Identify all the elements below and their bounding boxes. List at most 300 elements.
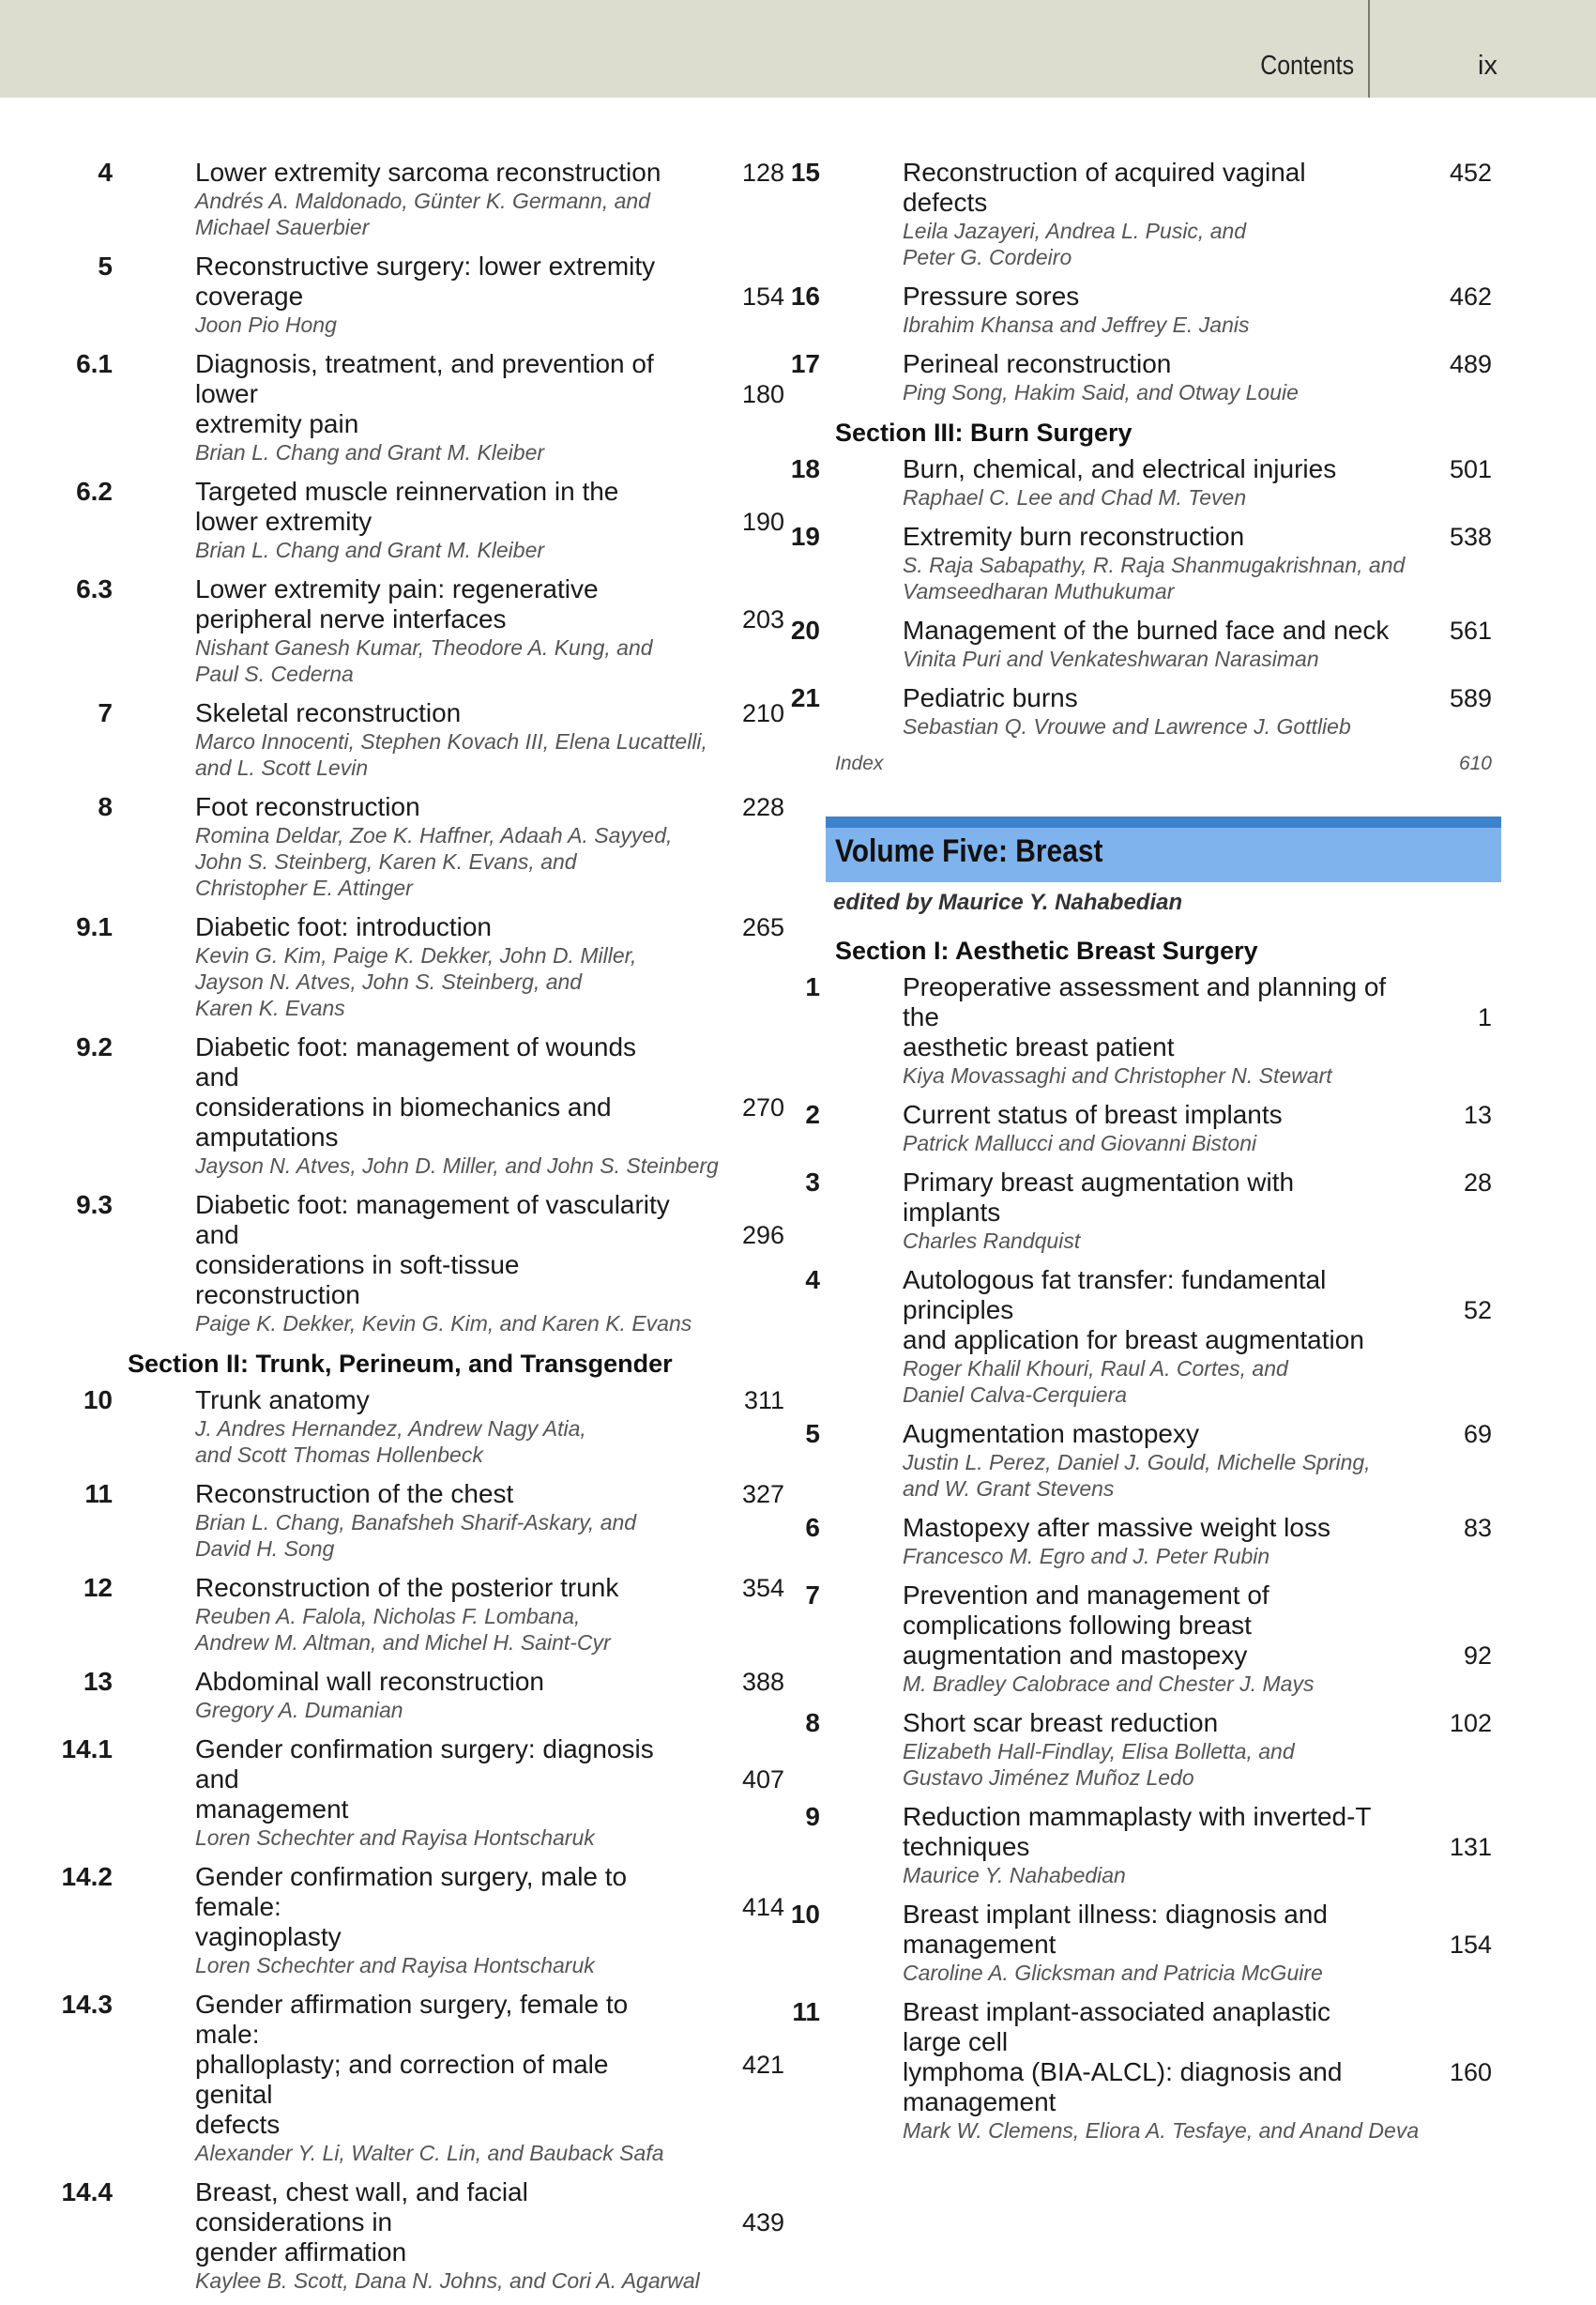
index-entry[interactable] bbox=[835, 751, 1492, 777]
chapter-number: 11 bbox=[792, 1997, 820, 2026]
toc-entry[interactable] bbox=[790, 282, 1492, 338]
chapter-title-line: management bbox=[903, 2087, 1056, 2116]
chapter-authors bbox=[195, 822, 784, 901]
chapter-title-line: Breast implant illness: diagnosis and bbox=[903, 1900, 1328, 1929]
chapter-authors bbox=[195, 537, 784, 563]
chapter-title bbox=[98, 252, 784, 312]
chapter-number: 9.3 bbox=[76, 1190, 113, 1219]
author-line: Brian L. Chang, Banafsheh Sharif-Askary, and bbox=[195, 1510, 637, 1534]
page-number: 210 bbox=[741, 699, 784, 727]
page-number: 462 bbox=[1449, 282, 1492, 311]
chapter-title bbox=[805, 1419, 1492, 1449]
chapter-number: 5 bbox=[98, 252, 113, 281]
author-line: Sebastian Q. Vrouwe and Lawrence J. Gottlieb bbox=[903, 714, 1351, 739]
author-line: Raphael C. Lee and Chad M. Teven bbox=[903, 485, 1247, 510]
page-number: 501 bbox=[1449, 455, 1492, 483]
chapter-title bbox=[83, 1573, 784, 1603]
chapter-title bbox=[805, 1708, 1492, 1738]
running-head-title: Contents bbox=[1260, 51, 1354, 81]
chapter-title bbox=[76, 349, 784, 439]
chapter-number: 9.2 bbox=[76, 1032, 113, 1061]
chapter-title bbox=[805, 1580, 1492, 1671]
chapter-authors bbox=[903, 1228, 1492, 1254]
running-head-page-number: ix bbox=[1478, 51, 1497, 81]
chapter-title-line: Reduction mammaplasty with inverted-T bbox=[903, 1802, 1372, 1831]
index-label: Index bbox=[835, 753, 884, 774]
chapter-title bbox=[790, 616, 1492, 646]
chapter-title bbox=[805, 1802, 1492, 1862]
page-number: 160 bbox=[1449, 2058, 1492, 2086]
chapter-number: 14.4 bbox=[61, 2177, 113, 2206]
toc-entry[interactable] bbox=[61, 1990, 784, 2166]
toc-entry[interactable] bbox=[790, 683, 1492, 740]
chapter-title bbox=[76, 477, 784, 537]
author-line: Romina Deldar, Zoe K. Haffner, Adaah A. Sayyed, bbox=[195, 823, 673, 847]
chapter-title bbox=[98, 698, 784, 728]
page-number: 102 bbox=[1449, 1709, 1492, 1737]
page-number: 439 bbox=[741, 2208, 784, 2236]
section-heading: Section III: Burn Surgery bbox=[835, 419, 1132, 447]
chapter-authors bbox=[195, 1824, 784, 1851]
author-line: Reuben A. Falola, Nicholas F. Lombana, bbox=[195, 1604, 581, 1628]
toc-entry[interactable] bbox=[805, 1265, 1492, 1408]
chapter-number: 3 bbox=[805, 1168, 820, 1197]
author-line: and L. Scott Levin bbox=[195, 756, 369, 780]
chapter-title-line: Management of the burned face and neck bbox=[903, 616, 1390, 645]
chapter-title bbox=[790, 158, 1492, 218]
author-line: Elizabeth Hall-Findlay, Elisa Bolletta, and bbox=[903, 1739, 1295, 1763]
chapter-title-line: lymphoma (BIA-ALCL): diagnosis and bbox=[903, 2057, 1343, 2086]
chapter-title bbox=[805, 1168, 1492, 1228]
chapter-title-line: complications following breast bbox=[903, 1610, 1252, 1640]
author-line: Leila Jazayeri, Andrea L. Pusic, and bbox=[903, 219, 1247, 243]
chapter-title-line: Prevention and management of bbox=[903, 1580, 1269, 1610]
chapter-title bbox=[61, 2177, 784, 2267]
author-line: Kaylee B. Scott, Dana N. Johns, and Cori A. Agarwal bbox=[195, 2268, 700, 2293]
author-line: Michael Sauerbier bbox=[195, 215, 370, 239]
volume-banner bbox=[826, 817, 1501, 882]
chapter-title bbox=[98, 792, 784, 822]
author-line: Kiya Movassaghi and Christopher N. Stewart bbox=[903, 1063, 1332, 1088]
chapter-number: 15 bbox=[790, 158, 820, 187]
section-heading: Section I: Aesthetic Breast Surgery bbox=[835, 937, 1258, 965]
chapter-authors bbox=[195, 1415, 784, 1468]
chapter-title-line: management bbox=[195, 1794, 349, 1824]
chapter-number: 4 bbox=[805, 1265, 820, 1294]
section-heading: Section II: Trunk, Perineum, and Transgender bbox=[128, 1350, 673, 1378]
chapter-number: 2 bbox=[805, 1100, 820, 1129]
toc-entry[interactable] bbox=[83, 1667, 784, 1723]
chapter-title bbox=[805, 1265, 1492, 1355]
chapter-title-line: Trunk anatomy bbox=[195, 1385, 370, 1414]
chapter-title-line: Diagnosis, treatment, and prevention of lower bbox=[195, 349, 654, 408]
author-line: Francesco M. Egro and J. Peter Rubin bbox=[903, 1544, 1270, 1568]
page-number: 128 bbox=[741, 159, 784, 187]
chapter-number: 7 bbox=[805, 1580, 820, 1610]
page-number: 407 bbox=[741, 1765, 784, 1794]
volume-title: Volume Five: Breast bbox=[835, 833, 1103, 869]
page-number: 52 bbox=[1463, 1296, 1492, 1324]
chapter-number: 1 bbox=[805, 972, 820, 1001]
chapter-title-line: Lower extremity sarcoma reconstruction bbox=[195, 158, 661, 187]
chapter-title-line: Breast, chest wall, and facial considerations in bbox=[195, 2177, 528, 2236]
toc-entry[interactable] bbox=[76, 574, 784, 687]
author-line: Andrew M. Altman, and Michel H. Saint-Cyr bbox=[195, 1630, 611, 1655]
chapter-title-line: Diabetic foot: management of wounds and bbox=[195, 1032, 637, 1091]
chapter-title bbox=[76, 1190, 784, 1310]
chapter-number: 6 bbox=[805, 1513, 820, 1542]
toc-entry[interactable] bbox=[805, 1419, 1492, 1502]
chapter-number: 5 bbox=[805, 1419, 820, 1448]
chapter-title bbox=[83, 1667, 784, 1697]
chapter-authors bbox=[195, 1697, 784, 1723]
chapter-number: 11 bbox=[84, 1479, 113, 1508]
page-number: 452 bbox=[1449, 159, 1492, 187]
left-column bbox=[61, 158, 784, 2305]
chapter-number: 18 bbox=[790, 454, 820, 483]
chapter-title-line: techniques bbox=[903, 1832, 1030, 1861]
chapter-title bbox=[83, 1385, 784, 1415]
chapter-authors bbox=[195, 728, 784, 781]
chapter-authors bbox=[903, 1862, 1492, 1888]
chapter-authors bbox=[195, 439, 784, 466]
chapter-authors bbox=[195, 942, 784, 1021]
chapter-title-line: peripheral nerve interfaces bbox=[195, 604, 507, 633]
chapter-title-line: aesthetic breast patient bbox=[903, 1032, 1175, 1061]
toc-entry[interactable] bbox=[76, 1032, 784, 1179]
chapter-title-line: Primary breast augmentation with implants bbox=[903, 1168, 1295, 1227]
author-line: Brian L. Chang and Grant M. Kleiber bbox=[195, 538, 545, 562]
chapter-title-line: Reconstructive surgery: lower extremity bbox=[195, 252, 656, 281]
author-line: Patrick Mallucci and Giovanni Bistoni bbox=[903, 1131, 1257, 1155]
chapter-title bbox=[790, 683, 1492, 713]
page-number: 83 bbox=[1463, 1514, 1492, 1542]
chapter-title-line: Preoperative assessment and planning of the bbox=[903, 972, 1387, 1031]
toc-entry[interactable] bbox=[805, 1708, 1492, 1791]
author-line: Loren Schechter and Rayisa Hontscharuk bbox=[195, 1953, 595, 1977]
chapter-title-line: Foot reconstruction bbox=[195, 792, 420, 821]
page-header bbox=[0, 0, 1596, 98]
author-line: Christopher E. Attinger bbox=[195, 876, 413, 900]
author-line: Joon Pio Hong bbox=[195, 313, 337, 337]
chapter-title-line: Pressure sores bbox=[903, 282, 1080, 311]
author-line: Vamseedharan Muthukumar bbox=[903, 579, 1175, 603]
chapter-number: 6.2 bbox=[76, 477, 113, 506]
page-number: 131 bbox=[1449, 1833, 1492, 1861]
chapter-title-line: Skeletal reconstruction bbox=[195, 698, 462, 727]
chapter-number: 8 bbox=[805, 1708, 820, 1737]
chapter-authors bbox=[903, 312, 1492, 338]
page-number: 327 bbox=[741, 1480, 784, 1508]
chapter-number: 14.1 bbox=[61, 1734, 113, 1763]
author-line: J. Andres Hernandez, Andrew Nagy Atia, bbox=[195, 1416, 586, 1441]
toc-entry[interactable] bbox=[61, 2177, 784, 2294]
chapter-number: 4 bbox=[98, 158, 113, 187]
toc-entry[interactable] bbox=[790, 454, 1492, 511]
author-line: Gustavo Jiménez Muñoz Ledo bbox=[903, 1765, 1194, 1790]
author-line: M. Bradley Calobrace and Chester J. Mays bbox=[903, 1672, 1315, 1696]
author-line: Justin L. Perez, Daniel J. Gould, Michelle Spring, bbox=[903, 1450, 1371, 1474]
chapter-title-line: considerations in biomechanics and bbox=[195, 1092, 612, 1122]
toc-entry[interactable] bbox=[61, 1734, 784, 1851]
author-line: Ibrahim Khansa and Jeffrey E. Janis bbox=[903, 313, 1250, 337]
chapter-title bbox=[790, 282, 1492, 312]
page-number: 190 bbox=[741, 508, 784, 536]
author-line: Maurice Y. Nahabedian bbox=[903, 1863, 1126, 1887]
chapter-title-line: gender affirmation bbox=[195, 2237, 407, 2267]
chapter-number: 8 bbox=[98, 792, 113, 821]
chapter-authors bbox=[195, 1952, 784, 1978]
chapter-title-line: phalloplasty; and correction of male genital bbox=[195, 2050, 609, 2109]
chapter-title-line: defects bbox=[195, 2110, 281, 2139]
chapter-number: 12 bbox=[83, 1573, 113, 1602]
chapter-title-line: Targeted muscle reinnervation in the bbox=[195, 477, 619, 506]
right-column-top bbox=[790, 158, 1492, 740]
toc-entry[interactable] bbox=[805, 1100, 1492, 1156]
toc-entry[interactable] bbox=[98, 158, 784, 240]
author-line: and W. Grant Stevens bbox=[903, 1476, 1115, 1501]
author-line: Karen K. Evans bbox=[195, 996, 345, 1020]
author-line: Ping Song, Hakim Said, and Otway Louie bbox=[903, 380, 1299, 405]
author-line: Alexander Y. Li, Walter C. Lin, and Bauback Safa bbox=[195, 2141, 664, 2165]
author-line: Brian L. Chang and Grant M. Kleiber bbox=[195, 440, 545, 465]
toc-entry[interactable] bbox=[790, 1900, 1492, 1986]
chapter-authors bbox=[903, 552, 1492, 604]
chapter-authors bbox=[903, 1738, 1492, 1791]
author-line: Gregory A. Dumanian bbox=[195, 1698, 403, 1722]
chapter-authors bbox=[195, 2267, 784, 2294]
chapter-title-line: Reconstruction of acquired vaginal defects bbox=[903, 158, 1306, 217]
chapter-title-line: Gender affirmation surgery, female to male: bbox=[195, 1990, 629, 2049]
chapter-authors bbox=[903, 1543, 1492, 1569]
chapter-number: 14.2 bbox=[61, 1862, 113, 1891]
page-number: 421 bbox=[741, 2051, 784, 2079]
chapter-title-line: and application for breast augmentation bbox=[903, 1325, 1364, 1354]
author-line: Loren Schechter and Rayisa Hontscharuk bbox=[195, 1825, 595, 1850]
toc-entry[interactable] bbox=[805, 1802, 1492, 1888]
chapter-number: 6.3 bbox=[76, 574, 113, 603]
author-line: Jayson N. Atves, John D. Miller, and John S. Steinberg bbox=[195, 1153, 719, 1178]
page-number: 489 bbox=[1449, 350, 1492, 378]
toc-entry[interactable] bbox=[98, 792, 784, 901]
chapter-title bbox=[61, 1990, 784, 2140]
page-number: 154 bbox=[741, 282, 784, 311]
chapter-title-line: Gender confirmation surgery: diagnosis and bbox=[195, 1734, 654, 1794]
page-number: 561 bbox=[1449, 617, 1492, 645]
page-number: 180 bbox=[741, 380, 784, 408]
chapter-title-line: Current status of breast implants bbox=[903, 1100, 1283, 1129]
chapter-title bbox=[76, 912, 784, 942]
chapter-authors bbox=[903, 484, 1492, 511]
chapter-authors bbox=[903, 1355, 1492, 1408]
chapter-authors bbox=[195, 1603, 784, 1656]
page-number: 311 bbox=[743, 1386, 784, 1414]
page-number: 538 bbox=[1449, 523, 1492, 551]
volume-editor: edited by Maurice Y. Nahabedian bbox=[833, 890, 1183, 915]
chapter-number: 10 bbox=[790, 1900, 820, 1929]
chapter-title bbox=[805, 972, 1492, 1062]
chapter-number: 9 bbox=[805, 1802, 820, 1831]
chapter-title-line: vaginoplasty bbox=[195, 1922, 342, 1951]
page-number: 69 bbox=[1463, 1420, 1492, 1448]
toc-entry[interactable] bbox=[790, 349, 1492, 405]
chapter-title bbox=[790, 522, 1492, 552]
author-line: Nishant Ganesh Kumar, Theodore A. Kung, and bbox=[195, 635, 653, 660]
chapter-title-line: Lower extremity pain: regenerative bbox=[195, 574, 599, 603]
chapter-title bbox=[98, 158, 784, 188]
chapter-authors bbox=[903, 1449, 1492, 1502]
chapter-authors bbox=[903, 218, 1492, 270]
chapter-title bbox=[76, 574, 784, 634]
chapter-authors bbox=[903, 646, 1492, 672]
chapter-title-line: Augmentation mastopexy bbox=[903, 1419, 1199, 1448]
author-line: Daniel Calva-Cerquiera bbox=[903, 1382, 1128, 1407]
page-number: 270 bbox=[741, 1093, 784, 1122]
author-line: Mark W. Clemens, Eliora A. Tesfaye, and Anand Deva bbox=[903, 2118, 1420, 2143]
page-number: 228 bbox=[741, 793, 784, 821]
toc-entry[interactable] bbox=[790, 616, 1492, 672]
chapter-title-line: Mastopexy after massive weight loss bbox=[903, 1513, 1330, 1542]
chapter-number: 9.1 bbox=[76, 912, 113, 941]
author-line: and Scott Thomas Hollenbeck bbox=[195, 1443, 483, 1467]
header-divider bbox=[1368, 0, 1370, 98]
chapter-title-line: amputations bbox=[195, 1122, 339, 1152]
chapter-title-line: Burn, chemical, and electrical injuries bbox=[903, 454, 1337, 483]
chapter-authors bbox=[195, 2140, 784, 2166]
right-column bbox=[790, 158, 1492, 2155]
toc-entry[interactable] bbox=[83, 1385, 784, 1468]
chapter-number: 16 bbox=[790, 282, 820, 311]
chapter-title-line: Abdominal wall reconstruction bbox=[195, 1667, 544, 1696]
chapter-title bbox=[805, 1513, 1492, 1543]
chapter-title-line: lower extremity bbox=[195, 507, 372, 536]
chapter-title-line: Diabetic foot: introduction bbox=[195, 912, 492, 941]
right-column-bottom bbox=[790, 935, 1492, 2144]
toc-entry[interactable] bbox=[98, 698, 784, 781]
chapter-title-line: considerations in soft-tissue reconstruction bbox=[195, 1250, 520, 1309]
chapter-title-line: Short scar breast reduction bbox=[903, 1708, 1219, 1737]
author-line: Charles Randquist bbox=[903, 1229, 1081, 1253]
chapter-authors bbox=[195, 312, 784, 338]
chapter-title-line: extremity pain bbox=[195, 409, 359, 438]
author-line: David H. Song bbox=[195, 1536, 335, 1561]
chapter-title bbox=[84, 1479, 784, 1509]
chapter-number: 6.1 bbox=[76, 349, 113, 378]
page-number: 154 bbox=[1449, 1931, 1492, 1959]
chapter-authors bbox=[903, 379, 1492, 405]
toc-entry[interactable] bbox=[98, 252, 784, 338]
author-line: Andrés A. Maldonado, Günter K. Germann, and bbox=[195, 189, 650, 213]
chapter-title-line: augmentation and mastopexy bbox=[903, 1641, 1248, 1670]
page-number: 296 bbox=[741, 1221, 784, 1249]
page-number: 28 bbox=[1463, 1168, 1492, 1197]
chapter-title-line: Gender confirmation surgery, male to female: bbox=[195, 1862, 628, 1921]
toc-entry[interactable] bbox=[790, 158, 1492, 270]
chapter-authors bbox=[195, 634, 784, 687]
chapter-title bbox=[61, 1862, 784, 1952]
chapter-title-line: Extremity burn reconstruction bbox=[903, 522, 1245, 551]
chapter-title-line: Diabetic foot: management of vascularity and bbox=[195, 1190, 670, 1249]
author-line: Paige K. Dekker, Kevin G. Kim, and Karen K. Evans bbox=[195, 1311, 692, 1336]
author-line: Jayson N. Atves, John S. Steinberg, and bbox=[195, 969, 583, 994]
chapter-title-line: management bbox=[903, 1930, 1056, 1959]
author-line: S. Raja Sabapathy, R. Raja Shanmugakrishnan, and bbox=[903, 553, 1406, 577]
chapter-number: 10 bbox=[83, 1385, 113, 1414]
chapter-title-line: Breast implant-associated anaplastic large cell bbox=[903, 1997, 1331, 2056]
toc-entry[interactable] bbox=[76, 477, 784, 563]
chapter-title bbox=[790, 454, 1492, 484]
chapter-authors bbox=[195, 1310, 784, 1336]
toc-entry[interactable] bbox=[805, 1513, 1492, 1569]
chapter-number: 7 bbox=[98, 698, 113, 727]
toc-entry[interactable] bbox=[61, 1862, 784, 1978]
chapter-number: 13 bbox=[83, 1667, 113, 1696]
page-number: 388 bbox=[741, 1668, 784, 1696]
author-line: Paul S. Cederna bbox=[195, 662, 354, 686]
author-line: Kevin G. Kim, Paige K. Dekker, John D. Miller, bbox=[195, 943, 637, 968]
toc-entry[interactable] bbox=[790, 522, 1492, 604]
chapter-authors bbox=[903, 713, 1492, 740]
chapter-title bbox=[805, 1100, 1492, 1130]
toc-entry[interactable] bbox=[805, 1168, 1492, 1254]
chapter-number: 20 bbox=[790, 616, 820, 645]
toc-entry[interactable] bbox=[76, 912, 784, 1021]
toc-entry[interactable] bbox=[76, 349, 784, 466]
toc-entry[interactable] bbox=[84, 1479, 784, 1562]
page-number: 265 bbox=[741, 913, 784, 941]
toc-entry[interactable] bbox=[792, 1997, 1492, 2144]
chapter-title-line: Perineal reconstruction bbox=[903, 349, 1172, 378]
author-line: Vinita Puri and Venkateshwaran Narasiman bbox=[903, 647, 1319, 671]
chapter-authors bbox=[195, 1152, 784, 1179]
chapter-title-line: coverage bbox=[195, 282, 304, 311]
chapter-number: 21 bbox=[790, 683, 820, 712]
page-number: 354 bbox=[741, 1574, 784, 1602]
chapter-authors bbox=[903, 1960, 1492, 1986]
index-page: 610 bbox=[1458, 753, 1492, 774]
toc-entry[interactable] bbox=[76, 1190, 784, 1336]
chapter-authors bbox=[903, 1671, 1492, 1697]
chapter-title bbox=[61, 1734, 784, 1824]
chapter-authors bbox=[903, 1062, 1492, 1089]
chapter-authors bbox=[903, 1130, 1492, 1156]
chapter-number: 14.3 bbox=[61, 1990, 113, 2019]
toc-entry[interactable] bbox=[805, 972, 1492, 1089]
chapter-number: 17 bbox=[790, 349, 820, 378]
author-line: Roger Khalil Khouri, Raul A. Cortes, and bbox=[903, 1356, 1288, 1381]
page-number: 414 bbox=[741, 1893, 784, 1921]
chapter-title-line: Reconstruction of the chest bbox=[195, 1479, 514, 1508]
chapter-title-line: Pediatric burns bbox=[903, 683, 1078, 712]
author-line: Marco Innocenti, Stephen Kovach III, Elena Lucattelli, bbox=[195, 729, 707, 754]
chapter-title bbox=[790, 1900, 1492, 1960]
page-number: 1 bbox=[1477, 1003, 1492, 1031]
author-line: Peter G. Cordeiro bbox=[903, 245, 1072, 269]
page-number: 13 bbox=[1463, 1101, 1492, 1129]
chapter-number: 19 bbox=[790, 522, 820, 551]
chapter-title bbox=[790, 349, 1492, 379]
page-number: 92 bbox=[1463, 1641, 1492, 1670]
chapter-authors bbox=[903, 2117, 1492, 2144]
toc-entry[interactable] bbox=[83, 1573, 784, 1656]
author-line: John S. Steinberg, Karen K. Evans, and bbox=[195, 849, 577, 874]
author-line: Caroline A. Glicksman and Patricia McGuire bbox=[903, 1961, 1323, 1985]
page-number: 589 bbox=[1449, 684, 1492, 712]
chapter-title bbox=[76, 1032, 784, 1152]
chapter-title-line: Autologous fat transfer: fundamental principles bbox=[903, 1265, 1327, 1324]
chapter-title-line: Reconstruction of the posterior trunk bbox=[195, 1573, 619, 1602]
toc-entry[interactable] bbox=[805, 1580, 1492, 1697]
